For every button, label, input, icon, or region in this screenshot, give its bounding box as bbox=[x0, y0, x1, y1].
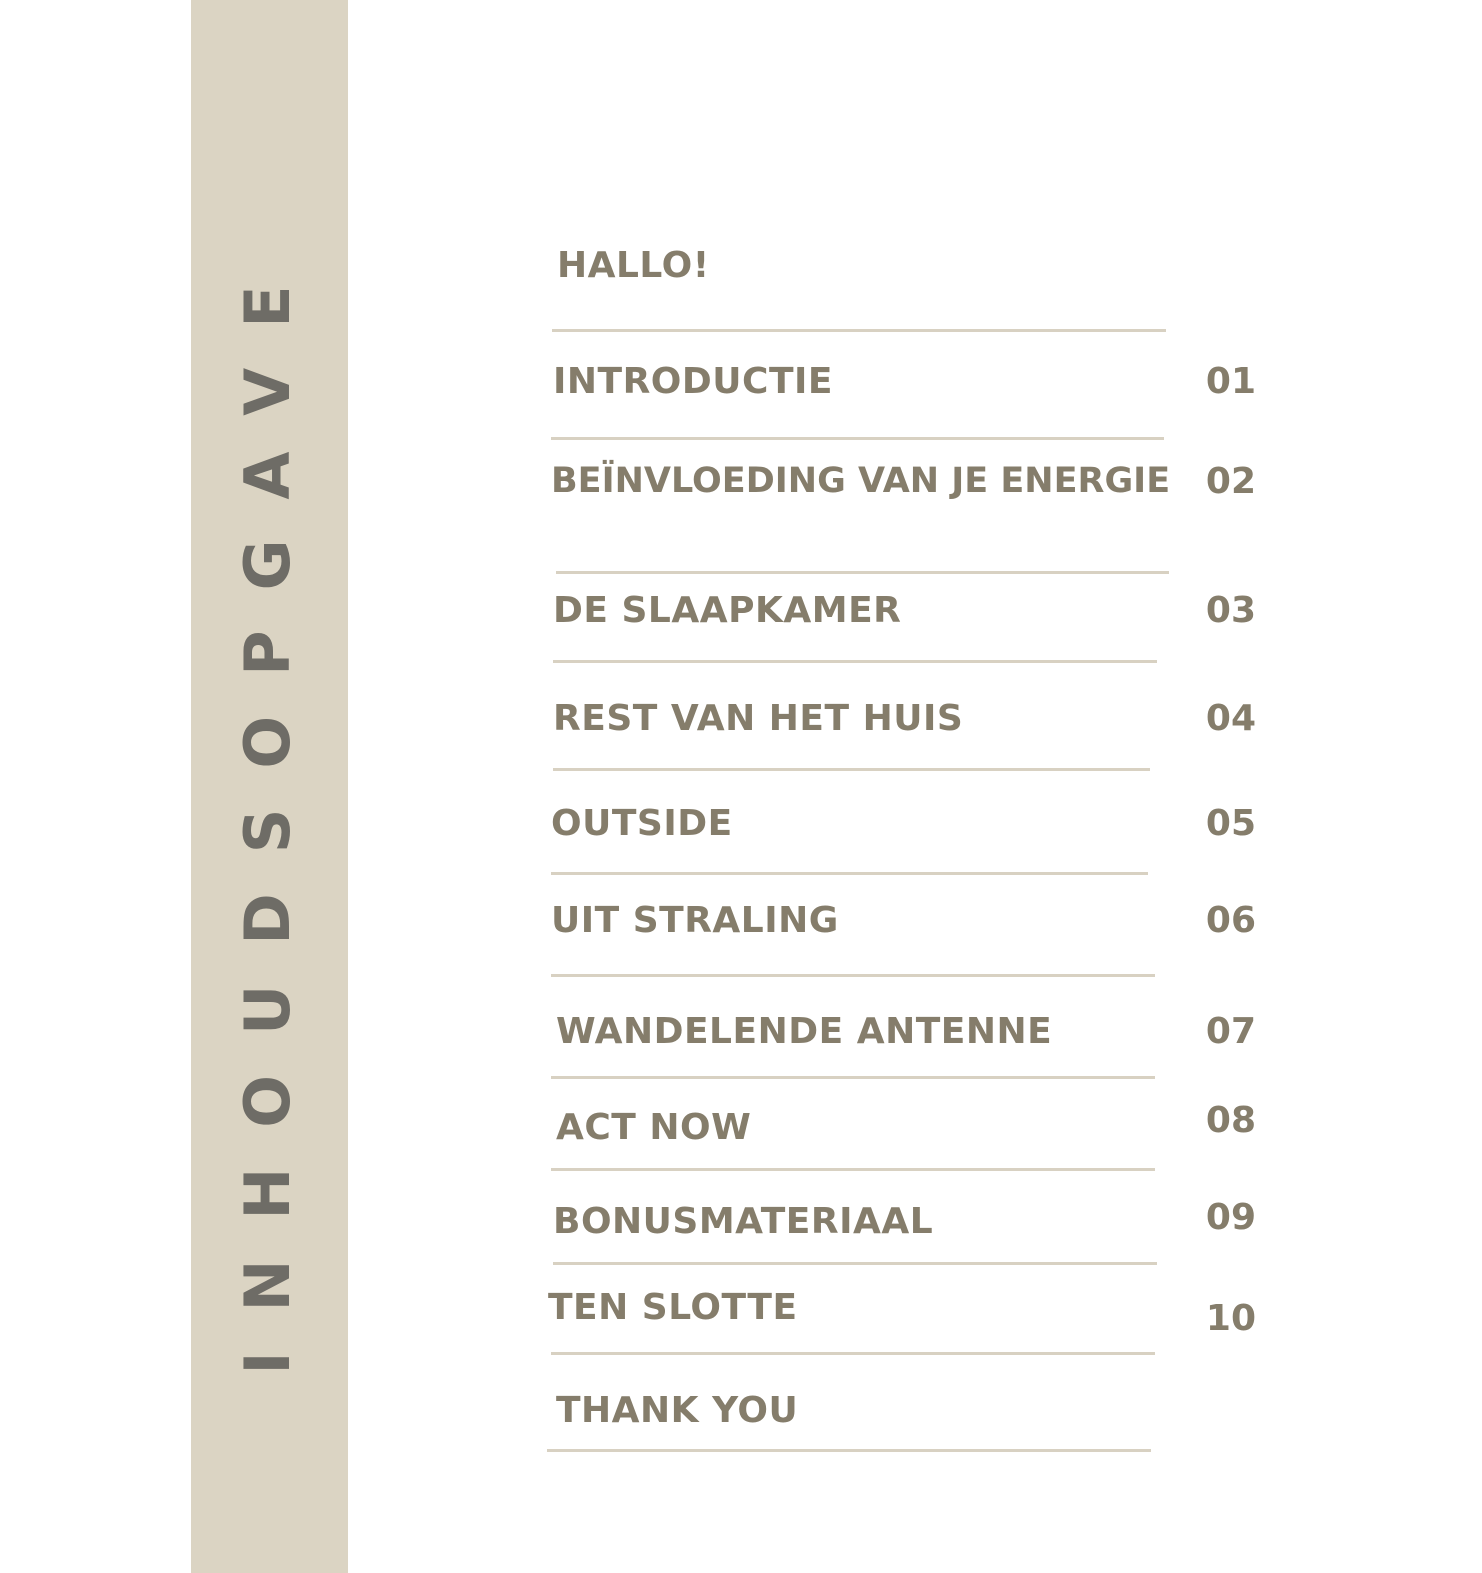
toc-divider bbox=[552, 329, 1166, 332]
sidebar-title: INHOUDSOPGAVE bbox=[231, 245, 304, 1375]
toc-entry-number: 03 bbox=[1205, 590, 1256, 631]
toc-entry-label-thank-you[interactable]: THANK YOU bbox=[556, 1390, 799, 1431]
toc-entry-label-rest-van-het-huis[interactable]: REST VAN HET HUIS bbox=[553, 698, 964, 739]
toc-entry-label-hallo[interactable]: HALLO! bbox=[557, 245, 710, 286]
toc-divider bbox=[553, 1262, 1157, 1265]
toc-divider bbox=[551, 1168, 1155, 1171]
toc-entry-number: 07 bbox=[1205, 1011, 1256, 1052]
toc-entry-number: 10 bbox=[1205, 1298, 1256, 1339]
toc-entry-label-uit-straling[interactable]: UIT STRALING bbox=[551, 900, 839, 941]
toc-entry-number: 06 bbox=[1205, 900, 1256, 941]
toc-divider bbox=[551, 974, 1155, 977]
toc-divider bbox=[547, 1449, 1151, 1452]
toc-divider bbox=[551, 872, 1148, 875]
toc-entry-number: 08 bbox=[1205, 1100, 1256, 1141]
toc-entry-number: 09 bbox=[1205, 1197, 1256, 1238]
toc-entry-label-de-slaapkamer[interactable]: DE SLAAPKAMER bbox=[553, 590, 902, 631]
toc-divider bbox=[553, 768, 1150, 771]
toc-entry-number: 05 bbox=[1205, 803, 1256, 844]
toc-entry-label-wandelende-antenne[interactable]: WANDELENDE ANTENNE bbox=[556, 1011, 1053, 1052]
toc-entry-number: 04 bbox=[1205, 698, 1256, 739]
toc-entry-label-act-now[interactable]: ACT NOW bbox=[556, 1107, 752, 1148]
toc-entry-number: 01 bbox=[1205, 361, 1256, 402]
toc-entry-label-beinvloeding[interactable]: BEÏNVLOEDING VAN JE ENERGIE bbox=[551, 461, 1171, 501]
toc-divider bbox=[551, 1076, 1155, 1079]
toc-entry-label-bonusmateriaal[interactable]: BONUSMATERIAAL bbox=[553, 1201, 934, 1242]
toc-divider bbox=[553, 660, 1157, 663]
toc-entry-label-ten-slotte[interactable]: TEN SLOTTE bbox=[548, 1287, 798, 1328]
toc-entry-label-outside[interactable]: OUTSIDE bbox=[551, 803, 733, 844]
toc-entry-number: 02 bbox=[1205, 461, 1256, 502]
toc-divider bbox=[551, 1352, 1155, 1355]
toc-entry-label-introductie[interactable]: INTRODUCTIE bbox=[553, 361, 833, 402]
toc-divider bbox=[556, 571, 1169, 574]
toc-divider bbox=[551, 437, 1164, 440]
